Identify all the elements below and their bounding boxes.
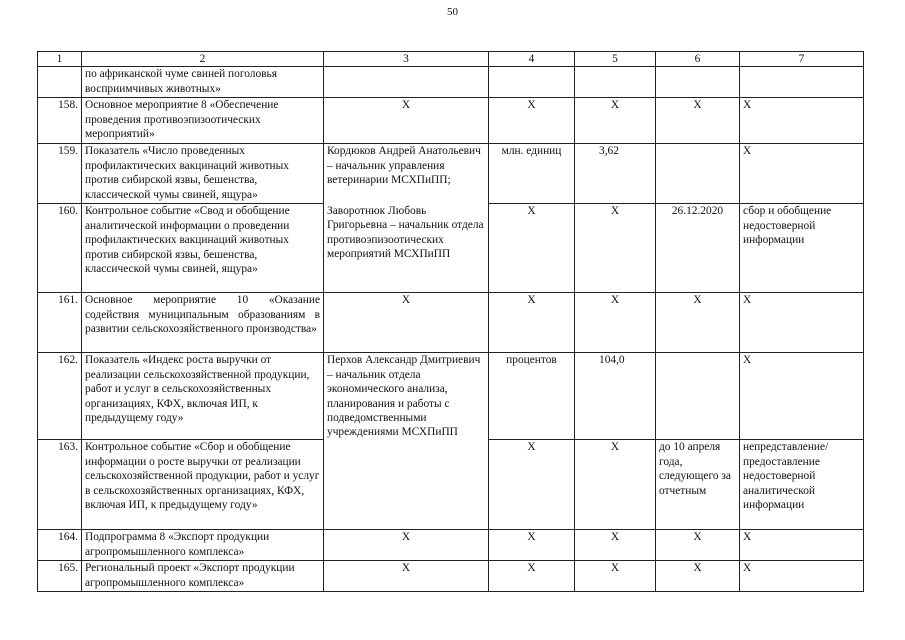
header-cell: 4 xyxy=(489,52,575,67)
deadline-cell: X xyxy=(656,561,740,592)
row-number xyxy=(38,67,82,98)
table-row xyxy=(38,353,864,440)
row-text: Контрольное событие «Сбор и обобщение информации о росте выручки от реализации сельскохозяйственной продукции, работ и услуг в сельскохозяйственных организациях, КФХ, включая ИП, к предыдущему году» xyxy=(82,440,324,530)
responsible-cell: X xyxy=(324,293,489,353)
table-row xyxy=(38,293,864,353)
risk-cell: непредставление/ предоставление недостоверной аналитической информации xyxy=(740,440,864,530)
row-number: 158. xyxy=(38,98,82,144)
risk-cell: X xyxy=(740,353,864,440)
row-text: Основное мероприятие 10 «Оказание содействия муниципальным образованиям в развитии сельскохозяйственного производства» xyxy=(82,293,324,353)
unit-cell: млн. единиц xyxy=(489,144,575,204)
table-row xyxy=(38,98,864,144)
header-cell: 5 xyxy=(575,52,656,67)
row-number: 161. xyxy=(38,293,82,353)
table-row xyxy=(38,530,864,561)
row-number: 159. xyxy=(38,144,82,204)
risk-cell: X xyxy=(740,144,864,204)
unit-cell: X xyxy=(489,440,575,530)
value-cell: X xyxy=(575,204,656,293)
header-cell: 6 xyxy=(656,52,740,67)
unit-cell: X xyxy=(489,561,575,592)
row-number: 165. xyxy=(38,561,82,592)
plan-table xyxy=(37,51,864,592)
header-cell: 1 xyxy=(38,52,82,67)
row-text: Показатель «Индекс роста выручки от реализации сельскохозяйственной продукции, работ и услуг в сельскохозяйственных организациях, КФХ, включая ИП, к предыдущему году» xyxy=(82,353,324,440)
unit-cell: X xyxy=(489,530,575,561)
unit-cell: X xyxy=(489,204,575,293)
table-row xyxy=(38,440,864,530)
risk-cell: X xyxy=(740,293,864,353)
value-cell: X xyxy=(575,530,656,561)
responsible-cell: Перхов Александр Дмитриевич – начальник отдела экономического анализа, планирования и работы с подведомственными учреждениями МСХПиПП xyxy=(324,353,489,440)
table-row xyxy=(38,204,864,293)
header-cell: 3 xyxy=(324,52,489,67)
row-text: Основное мероприятие 8 «Обеспечение проведения противоэпизоотических мероприятий» xyxy=(82,98,324,144)
table-row xyxy=(38,144,864,204)
row-number: 163. xyxy=(38,440,82,530)
unit-cell: X xyxy=(489,293,575,353)
value-cell: X xyxy=(575,561,656,592)
value-cell: 104,0 xyxy=(575,353,656,440)
row-text: Контрольное событие «Свод и обобщение аналитической информации о проведении профилактических вакцинаций животных против сибирской язвы, бешенства, классической чумы свиней, ящура» xyxy=(82,204,324,293)
header-row xyxy=(38,52,864,67)
risk-cell: X xyxy=(740,561,864,592)
row-text: Региональный проект «Экспорт продукции агропромышленного комплекса» xyxy=(82,561,324,592)
risk-cell: сбор и обобщение недостоверной информации xyxy=(740,204,864,293)
risk-cell: X xyxy=(740,98,864,144)
row-text: по африканской чуме свиней поголовья восприимчивых животных» xyxy=(82,67,324,98)
unit-cell: процентов xyxy=(489,353,575,440)
row-number: 160. xyxy=(38,204,82,293)
unit-cell: X xyxy=(489,98,575,144)
row-number: 164. xyxy=(38,530,82,561)
responsible-cell: X xyxy=(324,530,489,561)
responsible-cell: Заворотнюк Любовь Григорьевна – начальник отдела противоэпизоотических мероприятий МСХПиПП xyxy=(324,204,489,293)
value-cell: X xyxy=(575,440,656,530)
table-row xyxy=(38,561,864,592)
table-row xyxy=(38,67,864,98)
responsible-cell: X xyxy=(324,98,489,144)
row-text: Показатель «Число проведенных профилактических вакцинаций животных против сибирской язвы, бешенства, классической чумы свиней, ящура» xyxy=(82,144,324,204)
value-cell: X xyxy=(575,293,656,353)
deadline-cell: 26.12.2020 xyxy=(656,204,740,293)
page-number: 50 xyxy=(447,6,458,18)
responsible-cell: X xyxy=(324,561,489,592)
deadline-cell: X xyxy=(656,98,740,144)
deadline-cell: X xyxy=(656,293,740,353)
responsible-cell: Кордюков Андрей Анатольевич – начальник управления ветеринарии МСХПиПП; xyxy=(324,144,489,204)
value-cell: X xyxy=(575,98,656,144)
responsible-cell xyxy=(324,440,489,530)
header-cell: 2 xyxy=(82,52,324,67)
risk-cell: X xyxy=(740,530,864,561)
deadline-cell: X xyxy=(656,530,740,561)
value-cell: 3,62 xyxy=(575,144,656,204)
row-text: Подпрограмма 8 «Экспорт продукции агропромышленного комплекса» xyxy=(82,530,324,561)
deadline-cell xyxy=(656,144,740,204)
header-cell: 7 xyxy=(740,52,864,67)
deadline-cell: до 10 апреля года, следующего за отчетным xyxy=(656,440,740,530)
deadline-cell xyxy=(656,353,740,440)
row-number: 162. xyxy=(38,353,82,440)
